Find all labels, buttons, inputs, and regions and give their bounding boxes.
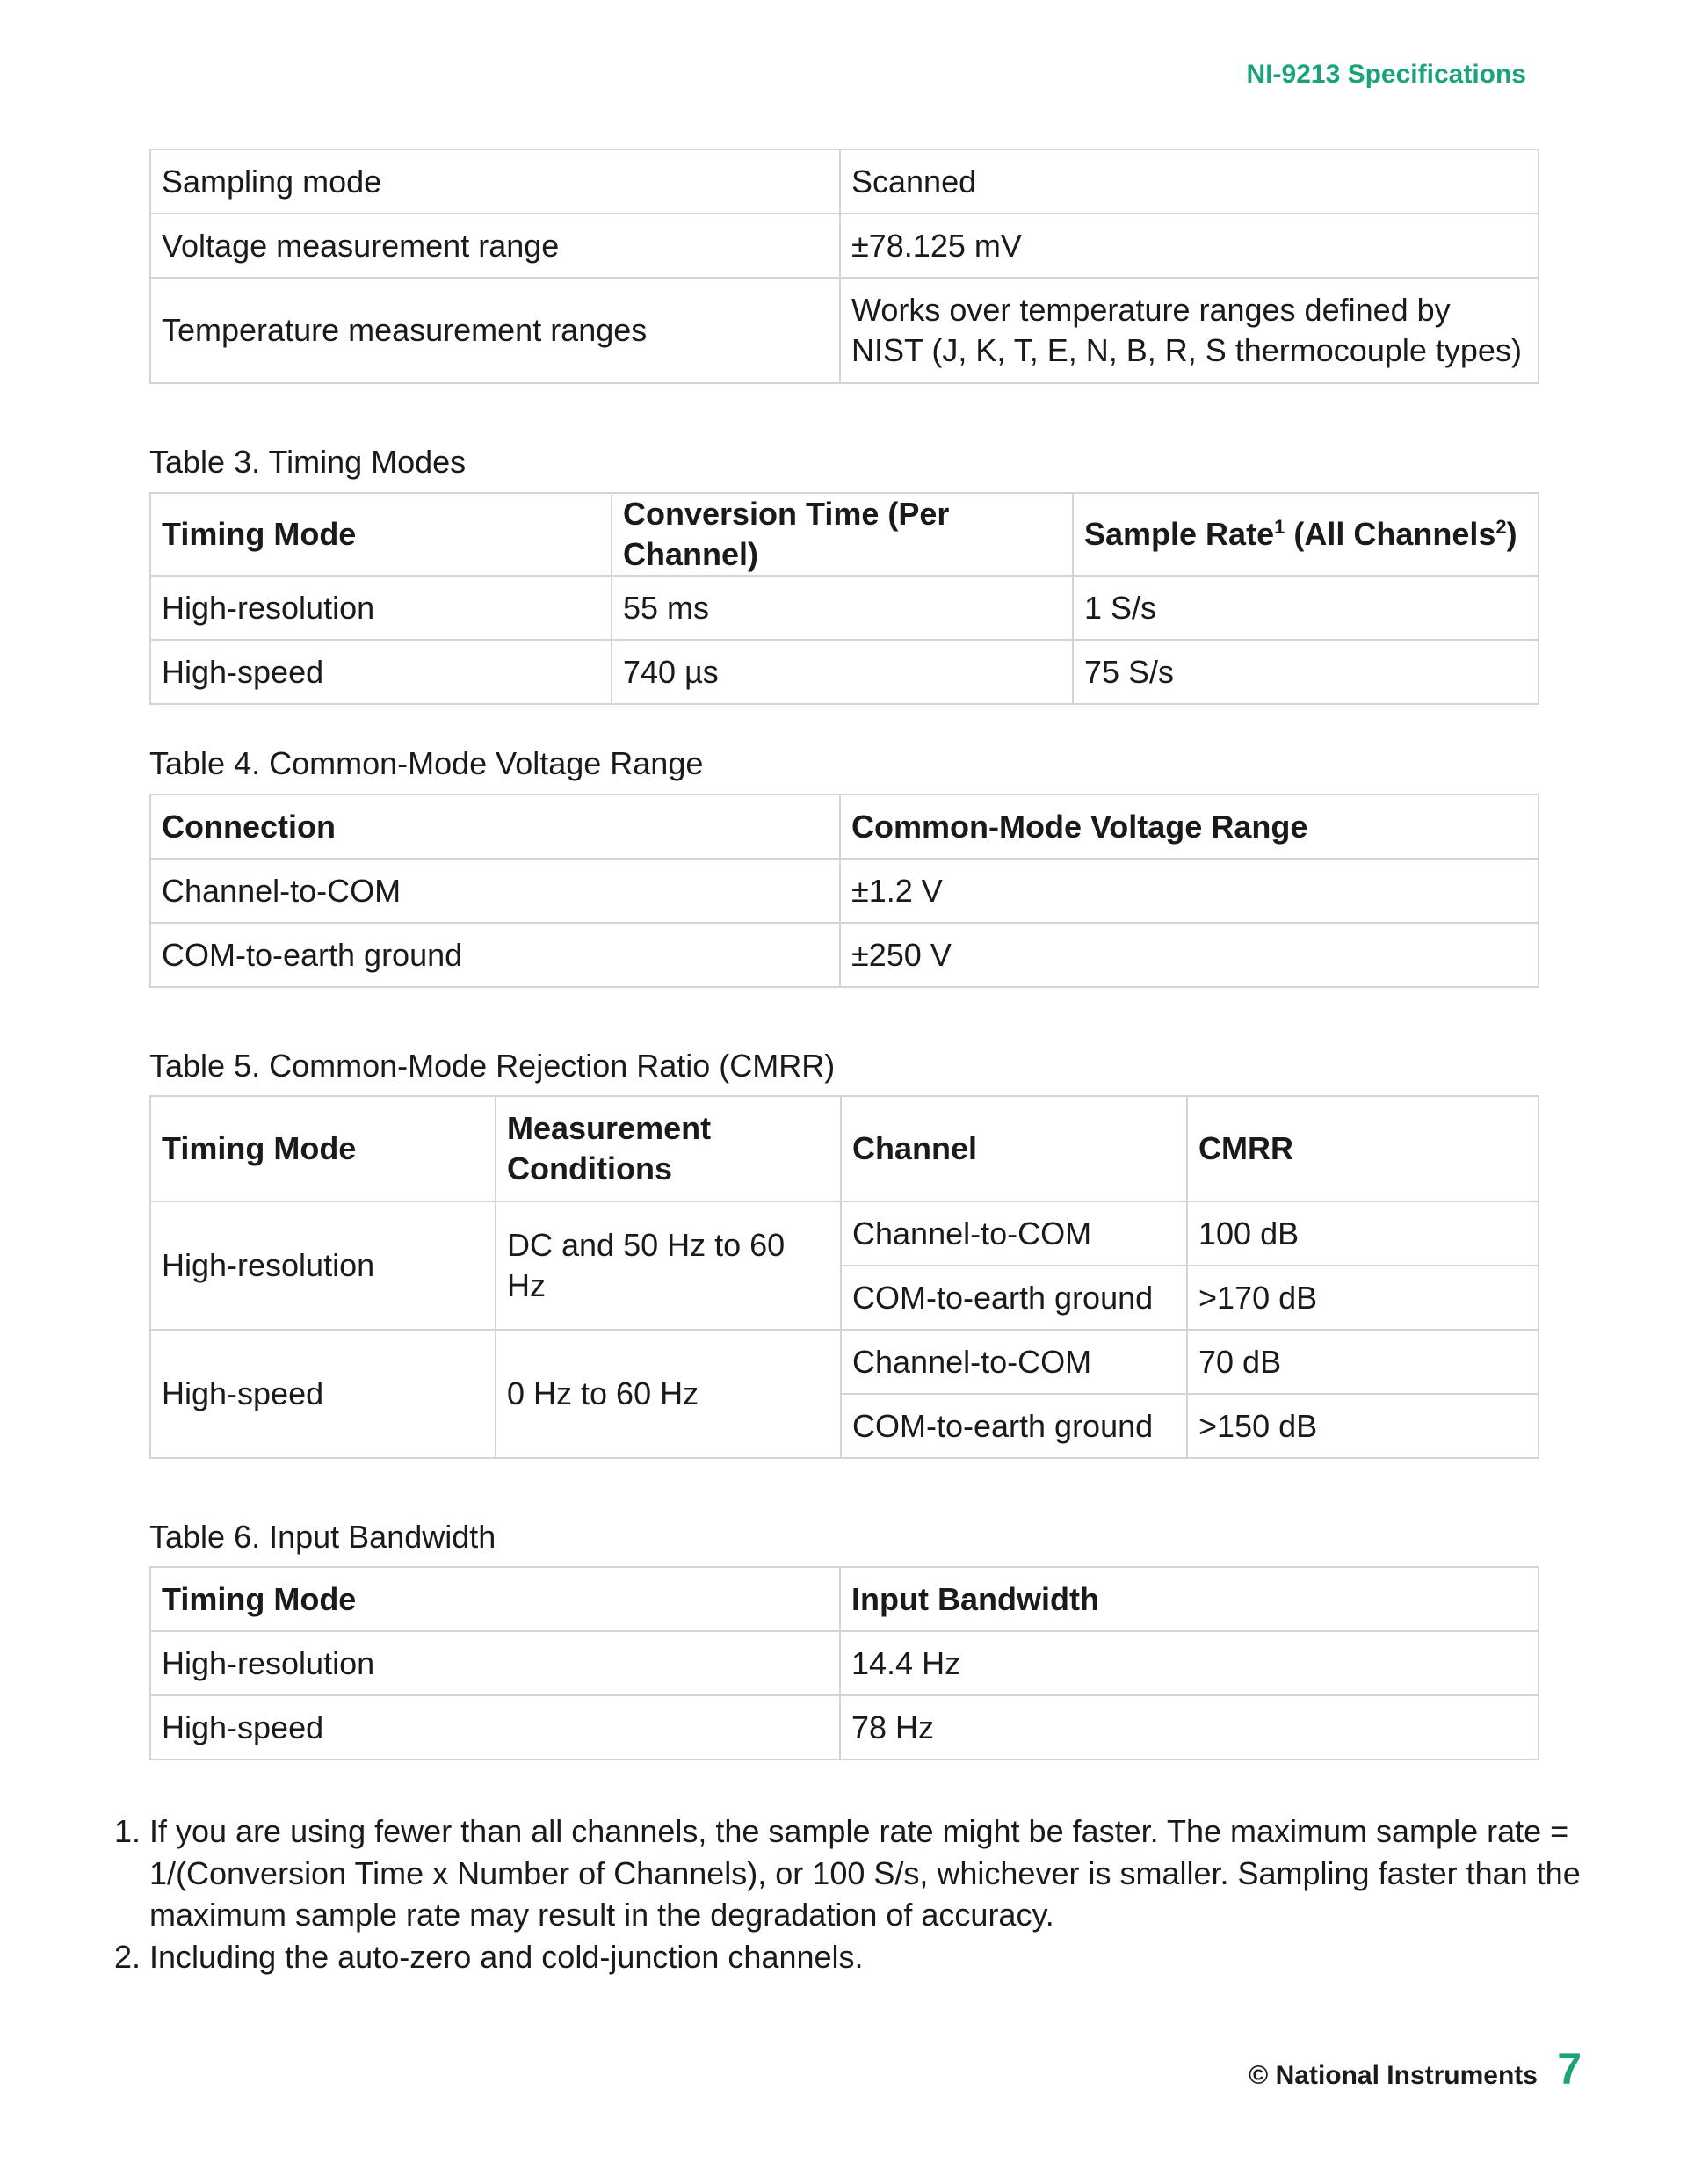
table-cell: 14.4 Hz xyxy=(840,1631,1539,1695)
table-cell: ±250 V xyxy=(840,923,1539,987)
table-row xyxy=(150,1695,1539,1760)
table-cell: Channel-to-COM xyxy=(841,1201,1187,1266)
table-row xyxy=(150,278,1539,383)
table-cell: COM-to-earth ground xyxy=(841,1266,1187,1330)
column-header: Input Bandwidth xyxy=(840,1567,1539,1631)
common-mode-voltage-table xyxy=(149,794,1539,988)
table-cell: Works over temperature ranges defined by NIST (J, K, T, E, N, B, R, S thermocouple types) xyxy=(840,278,1539,383)
column-header: Timing Mode xyxy=(150,1567,840,1631)
header-text: (All Channels xyxy=(1293,516,1496,552)
table-cell: >170 dB xyxy=(1187,1266,1539,1330)
footnote-ref[interactable]: 1 xyxy=(1274,516,1285,538)
table-cell: Channel-to-COM xyxy=(150,859,840,923)
table-row xyxy=(150,859,1539,923)
table6-caption: Table 6. Input Bandwidth xyxy=(149,1519,496,1555)
column-header xyxy=(1073,493,1539,576)
column-header: Timing Mode xyxy=(150,1096,496,1201)
column-header: CMRR xyxy=(1187,1096,1539,1201)
column-header: Conversion Time (Per Channel) xyxy=(612,493,1073,576)
table-cell: High-resolution xyxy=(150,1631,840,1695)
table-header-row xyxy=(150,795,1539,859)
column-header: Timing Mode xyxy=(150,493,612,576)
footnote: 1. If you are using fewer than all channels, the sample rate might be faster. The maximum sample rate = 1/(Conversion Time x Number of Channels), or 100 S/s, whichever is smaller. Sampling faster than the maximum sample rate may result in the degradation of accuracy. xyxy=(149,1810,1582,1936)
table-cell: 55 ms xyxy=(612,576,1073,640)
table-cell: COM-to-earth ground xyxy=(841,1394,1187,1458)
table-row xyxy=(150,1330,1539,1394)
table4-caption: Table 4. Common-Mode Voltage Range xyxy=(149,745,704,781)
header-text: Sample Rate xyxy=(1084,516,1275,552)
table-cell: Sampling mode xyxy=(150,149,840,214)
table-row xyxy=(150,640,1539,704)
footnote-ref[interactable]: 2 xyxy=(1495,516,1507,538)
table-cell: High-resolution xyxy=(150,1201,496,1330)
table-row xyxy=(150,214,1539,278)
table3-caption: Table 3. Timing Modes xyxy=(149,444,467,480)
footnote: 2. Including the auto-zero and cold-junction channels. xyxy=(149,1936,1582,1978)
table-cell: COM-to-earth ground xyxy=(150,923,840,987)
table-cell: High-speed xyxy=(150,640,612,704)
spec-table xyxy=(149,149,1539,384)
table-row xyxy=(150,1201,1539,1266)
table-row xyxy=(150,149,1539,214)
table-row xyxy=(150,576,1539,640)
column-header: Channel xyxy=(841,1096,1187,1201)
table-cell: 0 Hz to 60 Hz xyxy=(496,1330,841,1458)
copyright: © National Instruments xyxy=(1249,2061,1538,2090)
table-cell: Temperature measurement ranges xyxy=(150,278,840,383)
timing-modes-table xyxy=(149,492,1539,705)
input-bandwidth-table xyxy=(149,1566,1539,1760)
header-text: ) xyxy=(1506,516,1517,552)
table-cell: 100 dB xyxy=(1187,1201,1539,1266)
table-header-row xyxy=(150,1567,1539,1631)
table-cell: Channel-to-COM xyxy=(841,1330,1187,1394)
table-cell: 1 S/s xyxy=(1073,576,1539,640)
cmrr-table xyxy=(149,1095,1539,1459)
table-cell: Voltage measurement range xyxy=(150,214,840,278)
table-row xyxy=(150,923,1539,987)
table-cell: 75 S/s xyxy=(1073,640,1539,704)
footnotes-list xyxy=(114,1810,1582,1977)
column-header: Connection xyxy=(150,795,840,859)
running-header: NI-9213 Specifications xyxy=(1246,60,1526,89)
page-number: 7 xyxy=(1557,2044,1582,2093)
table-row xyxy=(150,1631,1539,1695)
table-cell: ±1.2 V xyxy=(840,859,1539,923)
table-cell: High-resolution xyxy=(150,576,612,640)
table-cell: DC and 50 Hz to 60 Hz xyxy=(496,1201,841,1330)
table-cell: 740 µs xyxy=(612,640,1073,704)
table-cell: 70 dB xyxy=(1187,1330,1539,1394)
table5-caption: Table 5. Common-Mode Rejection Ratio (CMRR) xyxy=(149,1048,836,1084)
table-cell: 78 Hz xyxy=(840,1695,1539,1760)
table-cell: >150 dB xyxy=(1187,1394,1539,1458)
table-cell: Scanned xyxy=(840,149,1539,214)
column-header: Measurement Conditions xyxy=(496,1096,841,1201)
table-header-row xyxy=(150,493,1539,576)
table-cell: High-speed xyxy=(150,1695,840,1760)
table-header-row xyxy=(150,1096,1539,1201)
table-cell: High-speed xyxy=(150,1330,496,1458)
table-cell: ±78.125 mV xyxy=(840,214,1539,278)
column-header: Common-Mode Voltage Range xyxy=(840,795,1539,859)
